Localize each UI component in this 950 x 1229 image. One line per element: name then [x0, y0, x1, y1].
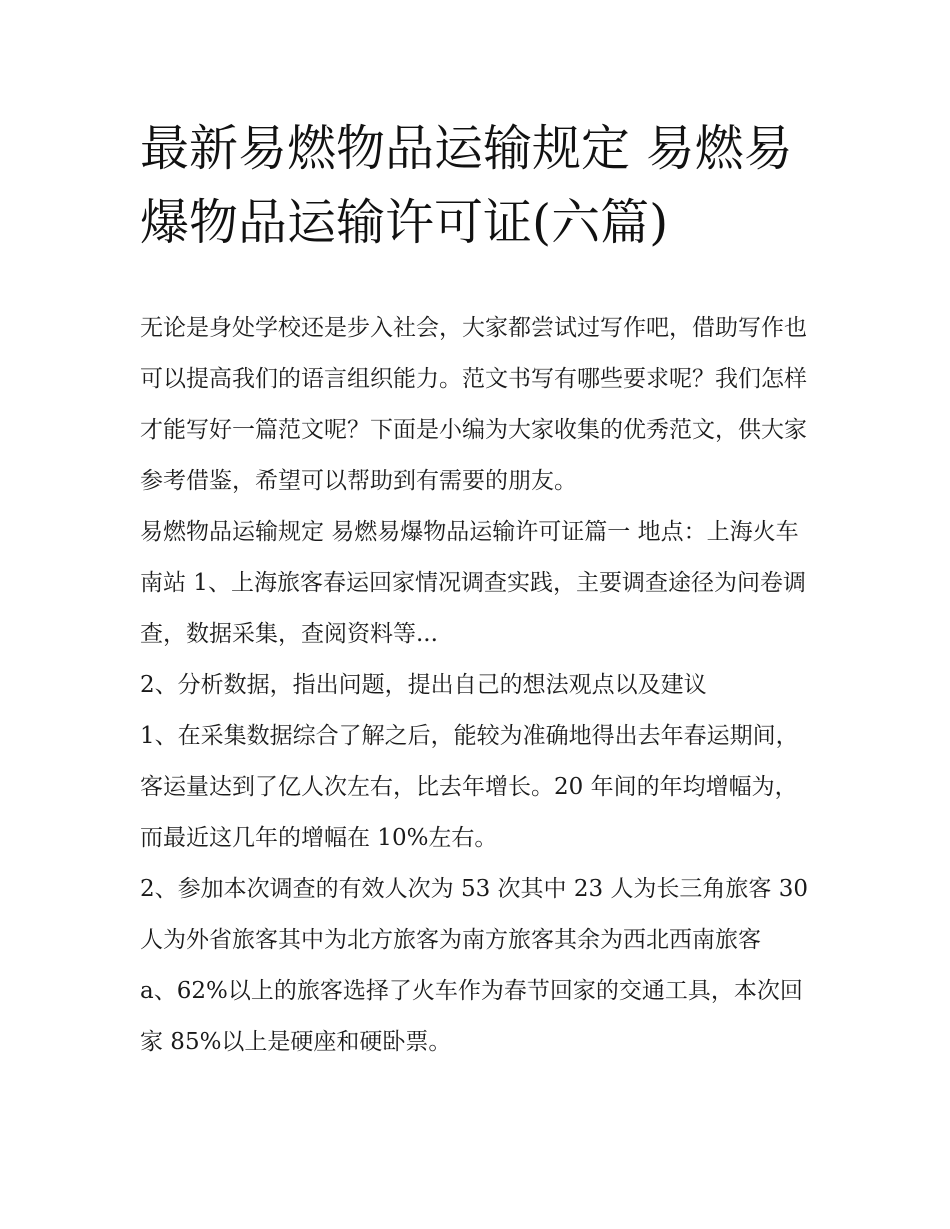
paragraph-section-one: 易燃物品运输规定 易燃易爆物品运输许可证篇一 地点：上海火车南站 1、上海旅客春运回家情况调查实践，主要调查途径为问卷调查，数据采集，查阅资料等... — [140, 519, 806, 647]
paragraph-intro: 无论是身处学校还是步入社会，大家都尝试过写作吧，借助写作也可以提高我们的语言组织能力。范文书写有哪些要求呢？我们怎样才能写好一篇范文呢？下面是小编为大家收集的优秀范文，供大家参考借鉴，希望可以帮助到有需要的朋友。 — [140, 315, 807, 494]
paragraph-analysis: 2、分析数据，指出问题，提出自己的想法观点以及建议 — [140, 672, 707, 698]
document-body — [140, 303, 820, 1068]
paragraph-findings-2: 2、参加本次调查的有效人次为 53 次其中 23 人为长三角旅客 30 人为外省旅客其中为北方旅客为南方旅客其余为西北西南旅客 — [140, 876, 808, 953]
document-title: 最新易燃物品运输规定 易燃易爆物品运输许可证(六篇) — [140, 120, 793, 251]
paragraph-findings-a: a、62%以上的旅客选择了火车作为春节回家的交通工具，本次回家 85%以上是硬座和硬卧票。 — [140, 978, 803, 1055]
paragraph-findings-1: 1、在采集数据综合了解之后，能较为准确地得出去年春运期间，客运量达到了亿人次左右，比去年增长。20 年间的年均增幅为，而最近这几年的增幅在 10%左右。 — [140, 723, 799, 851]
